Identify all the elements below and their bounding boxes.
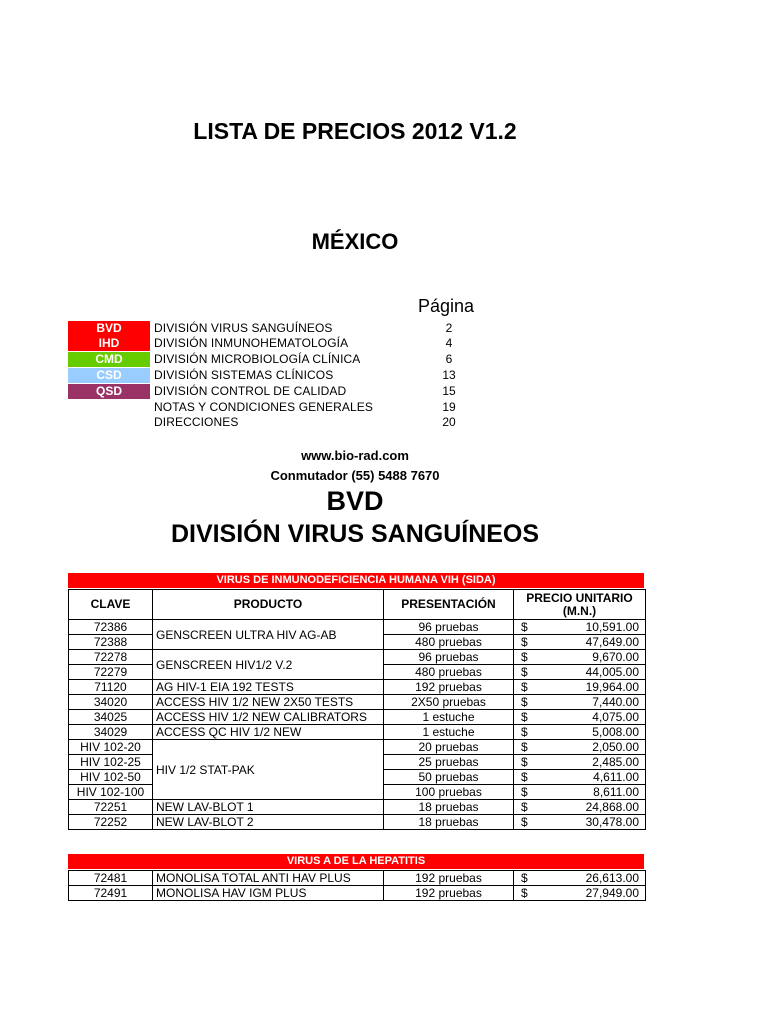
price-amount: 19,964.00 xyxy=(585,680,639,694)
cell-presentacion: 96 pruebas xyxy=(384,620,514,635)
group-band-vih: VIRUS DE INMUNODEFICIENCIA HUMANA VIH (SIDA) xyxy=(68,573,644,588)
cell-producto: NEW LAV-BLOT 1 xyxy=(153,800,384,815)
cell-producto: AG HIV-1 EIA 192 TESTS xyxy=(153,680,384,695)
index-row-bvd xyxy=(68,321,478,336)
table-body xyxy=(69,620,646,830)
cell-producto: ACCESS QC HIV 1/2 NEW xyxy=(153,725,384,740)
table-row xyxy=(69,695,646,710)
cell-precio xyxy=(514,695,646,710)
currency-symbol: $ xyxy=(521,770,528,784)
header-precio: PRECIO UNITARIO (M.N.) xyxy=(514,590,646,620)
cell-precio xyxy=(514,800,646,815)
currency-symbol: $ xyxy=(521,871,528,885)
cell-presentacion: 96 pruebas xyxy=(384,650,514,665)
cell-presentacion: 100 pruebas xyxy=(384,785,514,800)
currency-symbol: $ xyxy=(521,710,528,724)
currency-symbol: $ xyxy=(521,650,528,664)
cell-clave: 34025 xyxy=(69,710,153,725)
currency-symbol: $ xyxy=(521,815,528,829)
cell-presentacion: 20 pruebas xyxy=(384,740,514,755)
division-name: DIVISIÓN SISTEMAS CLÍNICOS xyxy=(154,368,334,382)
table-row xyxy=(69,725,646,740)
table-row xyxy=(69,680,646,695)
price-amount: 26,613.00 xyxy=(585,871,639,885)
cell-clave: HIV 102-25 xyxy=(69,755,153,770)
price-amount: 4,075.00 xyxy=(592,710,639,724)
cell-presentacion: 192 pruebas xyxy=(384,680,514,695)
index-row-cmd xyxy=(68,352,478,367)
price-amount: 24,868.00 xyxy=(585,800,639,814)
cell-precio xyxy=(514,680,646,695)
table-row xyxy=(69,800,646,815)
cell-presentacion: 2X50 pruebas xyxy=(384,695,514,710)
cell-producto: GENSCREEN ULTRA HIV AG-AB xyxy=(153,620,384,650)
division-page: 13 xyxy=(442,368,456,382)
table-row xyxy=(69,740,646,755)
division-name: DIVISIÓN CONTROL DE CALIDAD xyxy=(154,384,347,398)
index-row-ihd xyxy=(68,336,478,351)
division-page: 4 xyxy=(445,336,453,350)
table-body xyxy=(69,871,646,901)
cell-producto: ACCESS HIV 1/2 NEW CALIBRATORS xyxy=(153,710,384,725)
division-name: NOTAS Y CONDICIONES GENERALES xyxy=(154,400,373,414)
currency-symbol: $ xyxy=(521,800,528,814)
currency-symbol: $ xyxy=(521,755,528,769)
price-amount: 8,611.00 xyxy=(593,785,639,799)
division-page: 20 xyxy=(442,415,456,429)
division-code-badge: IHD xyxy=(68,336,150,351)
cell-precio xyxy=(514,740,646,755)
section-title: DIVISIÓN VIRUS SANGUÍNEOS xyxy=(170,520,540,548)
cell-presentacion: 18 pruebas xyxy=(384,815,514,830)
table-row xyxy=(69,815,646,830)
cell-clave: 72491 xyxy=(69,886,153,901)
cell-precio xyxy=(514,635,646,650)
price-amount: 2,485.00 xyxy=(592,755,639,769)
cell-clave: 72252 xyxy=(69,815,153,830)
table-row xyxy=(69,871,646,886)
cell-precio xyxy=(514,620,646,635)
header-presentacion: PRESENTACIÓN xyxy=(384,590,514,620)
cell-precio xyxy=(514,815,646,830)
division-code-badge: QSD xyxy=(68,384,150,399)
cell-producto: MONOLISA HAV IGM PLUS xyxy=(153,886,384,901)
currency-symbol: $ xyxy=(521,725,528,739)
price-amount: 2,050.00 xyxy=(592,740,639,754)
page-column-header: Página xyxy=(418,296,475,316)
currency-symbol: $ xyxy=(521,635,528,649)
cell-clave: 72251 xyxy=(69,800,153,815)
cell-clave: 72481 xyxy=(69,871,153,886)
cell-precio xyxy=(514,725,646,740)
cell-clave: 34020 xyxy=(69,695,153,710)
cell-presentacion: 192 pruebas xyxy=(384,871,514,886)
cell-precio xyxy=(514,665,646,680)
cell-clave: HIV 102-100 xyxy=(69,785,153,800)
cell-presentacion: 50 pruebas xyxy=(384,770,514,785)
cell-presentacion: 1 estuche xyxy=(384,725,514,740)
section-code: BVD xyxy=(326,486,384,516)
country-heading: MÉXICO xyxy=(311,229,399,254)
cell-clave: 72278 xyxy=(69,650,153,665)
table-row xyxy=(69,650,646,665)
currency-symbol: $ xyxy=(521,785,528,799)
price-amount: 7,440.00 xyxy=(592,695,639,709)
cell-clave: HIV 102-20 xyxy=(69,740,153,755)
website-link[interactable]: www.bio-rad.com xyxy=(301,448,409,463)
cell-precio xyxy=(514,710,646,725)
cell-presentacion: 480 pruebas xyxy=(384,665,514,680)
cell-clave: 72279 xyxy=(69,665,153,680)
table-row xyxy=(69,620,646,635)
cell-producto: GENSCREEN HIV1/2 V.2 xyxy=(153,650,384,680)
division-code-badge: CSD xyxy=(68,368,150,383)
cell-precio xyxy=(514,650,646,665)
cell-clave: 34029 xyxy=(69,725,153,740)
division-page: 15 xyxy=(442,384,456,398)
currency-symbol: $ xyxy=(521,620,528,634)
cell-presentacion: 192 pruebas xyxy=(384,886,514,901)
price-amount: 5,008.00 xyxy=(592,725,639,739)
cell-presentacion: 1 estuche xyxy=(384,710,514,725)
price-amount: 47,649.00 xyxy=(585,635,639,649)
group-band-hepatitis: VIRUS A DE LA HEPATITIS xyxy=(68,854,644,869)
division-page: 2 xyxy=(445,321,453,335)
division-code-badge: BVD xyxy=(68,321,150,336)
cell-precio xyxy=(514,755,646,770)
price-amount: 44,005.00 xyxy=(585,665,639,679)
price-amount: 10,591.00 xyxy=(585,620,639,634)
division-page: 6 xyxy=(445,352,453,366)
division-name: DIVISIÓN VIRUS SANGUÍNEOS xyxy=(154,321,333,335)
header-producto: PRODUCTO xyxy=(153,590,384,620)
cell-producto: MONOLISA TOTAL ANTI HAV PLUS xyxy=(153,871,384,886)
index-row-csd xyxy=(68,368,478,383)
division-code-badge: CMD xyxy=(68,352,150,367)
table-header-row xyxy=(69,590,646,620)
cell-presentacion: 18 pruebas xyxy=(384,800,514,815)
cell-producto: ACCESS HIV 1/2 NEW 2X50 TESTS xyxy=(153,695,384,710)
cell-clave: 72386 xyxy=(69,620,153,635)
division-name: DIVISIÓN INMUNOHEMATOLOGÍA xyxy=(154,336,349,350)
division-name: DIRECCIONES xyxy=(154,415,239,429)
document-title: LISTA DE PRECIOS 2012 V1.2 xyxy=(193,118,517,144)
index-row-qsd xyxy=(68,384,478,399)
division-page: 19 xyxy=(442,400,456,414)
index-row-direcciones xyxy=(68,415,478,430)
price-amount: 30,478.00 xyxy=(585,815,639,829)
cell-producto: HIV 1/2 STAT-PAK xyxy=(153,740,384,800)
cell-clave: HIV 102-50 xyxy=(69,770,153,785)
division-name: DIVISIÓN MICROBIOLOGÍA CLÍNICA xyxy=(154,352,361,366)
phone-number: Conmutador (55) 5488 7670 xyxy=(270,468,440,483)
cell-precio xyxy=(514,785,646,800)
cell-precio xyxy=(514,770,646,785)
table-row xyxy=(69,710,646,725)
cell-precio xyxy=(514,871,646,886)
currency-symbol: $ xyxy=(521,695,528,709)
cell-presentacion: 25 pruebas xyxy=(384,755,514,770)
cell-presentacion: 480 pruebas xyxy=(384,635,514,650)
currency-symbol: $ xyxy=(521,886,528,900)
price-table-hepatitis xyxy=(68,870,646,901)
currency-symbol: $ xyxy=(521,665,528,679)
price-table-vih xyxy=(68,589,646,830)
header-clave: CLAVE xyxy=(69,590,153,620)
table-row xyxy=(69,886,646,901)
price-amount: 4,611.00 xyxy=(593,770,639,784)
price-amount: 9,670.00 xyxy=(592,650,639,664)
cell-precio xyxy=(514,886,646,901)
currency-symbol: $ xyxy=(521,740,528,754)
cell-clave: 71120 xyxy=(69,680,153,695)
index-row-notas xyxy=(68,400,478,415)
price-amount: 27,949.00 xyxy=(585,886,639,900)
cell-producto: NEW LAV-BLOT 2 xyxy=(153,815,384,830)
currency-symbol: $ xyxy=(521,680,528,694)
cell-clave: 72388 xyxy=(69,635,153,650)
